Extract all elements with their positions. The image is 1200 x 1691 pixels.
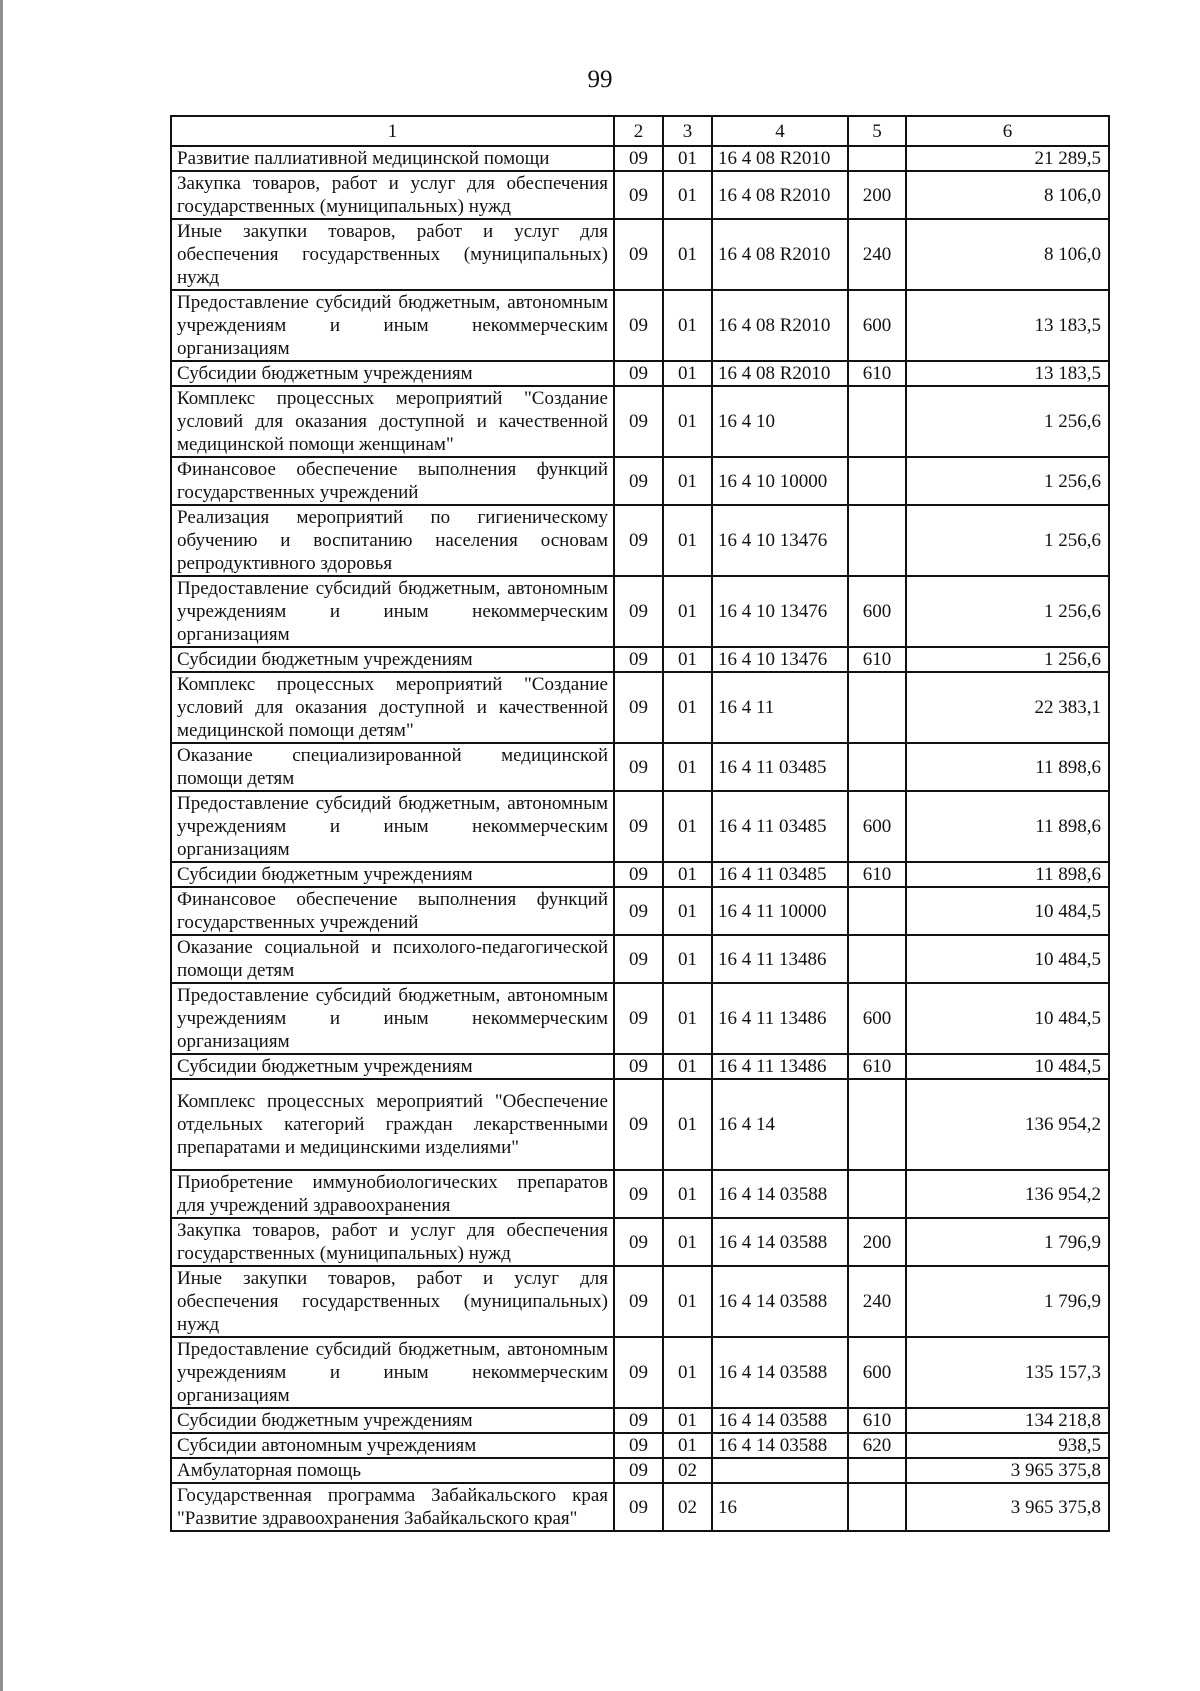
row-subsection-cell: 01 <box>663 983 712 1054</box>
row-section-cell: 09 <box>614 791 663 862</box>
row-subsection-cell: 01 <box>663 457 712 505</box>
row-subsection-cell: 01 <box>663 862 712 887</box>
row-name-cell: Оказание специализированной медицинской помощи детям <box>171 743 614 791</box>
row-section-cell: 09 <box>614 1483 663 1531</box>
row-subsection-cell: 01 <box>663 1408 712 1433</box>
row-target-code-cell: 16 4 08 R2010 <box>712 171 848 219</box>
row-section-cell: 09 <box>614 1218 663 1266</box>
table-row <box>171 647 1109 672</box>
row-expense-type-cell: 610 <box>848 647 906 672</box>
row-section-cell: 09 <box>614 505 663 576</box>
row-section-cell: 09 <box>614 290 663 361</box>
row-target-code-cell: 16 4 11 03485 <box>712 862 848 887</box>
row-amount-cell: 135 157,3 <box>906 1337 1109 1408</box>
row-expense-type-cell <box>848 743 906 791</box>
budget-table-container <box>170 115 1108 1532</box>
row-section-cell: 09 <box>614 386 663 457</box>
row-subsection-cell: 01 <box>663 505 712 576</box>
header-cell-2: 2 <box>614 116 663 146</box>
row-amount-cell: 1 256,6 <box>906 576 1109 647</box>
table-row <box>171 171 1109 219</box>
table-row <box>171 576 1109 647</box>
row-subsection-cell: 01 <box>663 1337 712 1408</box>
table-row <box>171 1266 1109 1337</box>
row-amount-cell: 8 106,0 <box>906 219 1109 290</box>
header-cell-5: 5 <box>848 116 906 146</box>
row-name-cell: Субсидии бюджетным учреждениям <box>171 647 614 672</box>
row-name-cell: Субсидии бюджетным учреждениям <box>171 1408 614 1433</box>
table-row <box>171 146 1109 171</box>
table-row <box>171 1054 1109 1079</box>
table-row <box>171 1170 1109 1218</box>
row-expense-type-cell <box>848 935 906 983</box>
row-expense-type-cell <box>848 457 906 505</box>
row-target-code-cell: 16 4 14 03588 <box>712 1433 848 1458</box>
row-target-code-cell: 16 4 08 R2010 <box>712 361 848 386</box>
row-target-code-cell: 16 4 11 <box>712 672 848 743</box>
table-row <box>171 386 1109 457</box>
table-row <box>171 743 1109 791</box>
table-row <box>171 1218 1109 1266</box>
row-expense-type-cell: 610 <box>848 1408 906 1433</box>
row-target-code-cell: 16 4 11 03485 <box>712 743 848 791</box>
row-name-cell: Амбулаторная помощь <box>171 1458 614 1483</box>
row-target-code-cell: 16 <box>712 1483 848 1531</box>
row-name-cell: Иные закупки товаров, работ и услуг для обеспечения государственных (муниципальных) нужд <box>171 219 614 290</box>
row-target-code-cell: 16 4 08 R2010 <box>712 219 848 290</box>
row-amount-cell: 11 898,6 <box>906 743 1109 791</box>
row-amount-cell: 1 256,6 <box>906 457 1109 505</box>
row-expense-type-cell <box>848 1458 906 1483</box>
row-expense-type-cell: 600 <box>848 791 906 862</box>
row-amount-cell: 11 898,6 <box>906 791 1109 862</box>
row-name-cell: Предоставление субсидий бюджетным, автономным учреждениям и иным некоммерческим организациям <box>171 576 614 647</box>
table-row <box>171 1458 1109 1483</box>
table-row <box>171 457 1109 505</box>
table-row <box>171 672 1109 743</box>
row-name-cell: Предоставление субсидий бюджетным, автономным учреждениям и иным некоммерческим организациям <box>171 290 614 361</box>
row-section-cell: 09 <box>614 1337 663 1408</box>
row-subsection-cell: 01 <box>663 1054 712 1079</box>
row-subsection-cell: 01 <box>663 146 712 171</box>
row-target-code-cell: 16 4 14 <box>712 1079 848 1170</box>
table-row <box>171 1483 1109 1531</box>
table-header-row <box>171 116 1109 146</box>
row-target-code-cell: 16 4 11 10000 <box>712 887 848 935</box>
header-cell-1: 1 <box>171 116 614 146</box>
row-target-code-cell: 16 4 10 13476 <box>712 647 848 672</box>
row-subsection-cell: 01 <box>663 791 712 862</box>
row-target-code-cell: 16 4 14 03588 <box>712 1218 848 1266</box>
row-amount-cell: 1 796,9 <box>906 1218 1109 1266</box>
row-name-cell: Оказание социальной и психолого-педагогической помощи детям <box>171 935 614 983</box>
table-row <box>171 1079 1109 1170</box>
row-name-cell: Закупка товаров, работ и услуг для обеспечения государственных (муниципальных) нужд <box>171 1218 614 1266</box>
row-expense-type-cell <box>848 146 906 171</box>
row-amount-cell: 21 289,5 <box>906 146 1109 171</box>
row-expense-type-cell <box>848 1170 906 1218</box>
row-expense-type-cell <box>848 672 906 743</box>
row-name-cell: Государственная программа Забайкальского края "Развитие здравоохранения Забайкальского края" <box>171 1483 614 1531</box>
row-name-cell: Финансовое обеспечение выполнения функций государственных учреждений <box>171 457 614 505</box>
table-row <box>171 505 1109 576</box>
row-section-cell: 09 <box>614 1458 663 1483</box>
row-target-code-cell: 16 4 11 03485 <box>712 791 848 862</box>
row-subsection-cell: 01 <box>663 576 712 647</box>
table-row <box>171 219 1109 290</box>
row-section-cell: 09 <box>614 1054 663 1079</box>
row-section-cell: 09 <box>614 672 663 743</box>
row-expense-type-cell: 600 <box>848 290 906 361</box>
row-amount-cell: 3 965 375,8 <box>906 1458 1109 1483</box>
row-amount-cell: 13 183,5 <box>906 361 1109 386</box>
row-section-cell: 09 <box>614 1433 663 1458</box>
row-name-cell: Закупка товаров, работ и услуг для обеспечения государственных (муниципальных) нужд <box>171 171 614 219</box>
row-target-code-cell: 16 4 14 03588 <box>712 1408 848 1433</box>
row-section-cell: 09 <box>614 862 663 887</box>
row-amount-cell: 938,5 <box>906 1433 1109 1458</box>
row-expense-type-cell <box>848 505 906 576</box>
table-row <box>171 1408 1109 1433</box>
row-section-cell: 09 <box>614 146 663 171</box>
row-section-cell: 09 <box>614 983 663 1054</box>
row-expense-type-cell <box>848 887 906 935</box>
row-subsection-cell: 01 <box>663 219 712 290</box>
row-section-cell: 09 <box>614 887 663 935</box>
table-row <box>171 290 1109 361</box>
row-section-cell: 09 <box>614 743 663 791</box>
row-expense-type-cell: 610 <box>848 1054 906 1079</box>
row-subsection-cell: 01 <box>663 1433 712 1458</box>
row-expense-type-cell <box>848 1483 906 1531</box>
row-target-code-cell: 16 4 14 03588 <box>712 1170 848 1218</box>
page-number: 99 <box>587 66 613 93</box>
row-expense-type-cell: 240 <box>848 1266 906 1337</box>
row-expense-type-cell <box>848 1079 906 1170</box>
row-subsection-cell: 01 <box>663 171 712 219</box>
row-subsection-cell: 01 <box>663 1079 712 1170</box>
row-name-cell: Предоставление субсидий бюджетным, автономным учреждениям и иным некоммерческим организациям <box>171 791 614 862</box>
scan-edge-line <box>0 0 3 1691</box>
row-name-cell: Развитие паллиативной медицинской помощи <box>171 146 614 171</box>
row-target-code-cell: 16 4 10 13476 <box>712 576 848 647</box>
row-expense-type-cell: 240 <box>848 219 906 290</box>
row-target-code-cell: 16 4 10 <box>712 386 848 457</box>
row-name-cell: Иные закупки товаров, работ и услуг для обеспечения государственных (муниципальных) нужд <box>171 1266 614 1337</box>
row-section-cell: 09 <box>614 457 663 505</box>
table-row <box>171 1433 1109 1458</box>
row-amount-cell: 1 796,9 <box>906 1266 1109 1337</box>
row-subsection-cell: 02 <box>663 1483 712 1531</box>
row-target-code-cell: 16 4 14 03588 <box>712 1266 848 1337</box>
row-subsection-cell: 01 <box>663 290 712 361</box>
row-name-cell: Субсидии бюджетным учреждениям <box>171 862 614 887</box>
header-cell-3: 3 <box>663 116 712 146</box>
row-target-code-cell: 16 4 10 10000 <box>712 457 848 505</box>
table-row <box>171 1337 1109 1408</box>
row-section-cell: 09 <box>614 1266 663 1337</box>
row-target-code-cell: 16 4 14 03588 <box>712 1337 848 1408</box>
row-subsection-cell: 01 <box>663 743 712 791</box>
table-row <box>171 935 1109 983</box>
row-target-code-cell: 16 4 11 13486 <box>712 983 848 1054</box>
row-section-cell: 09 <box>614 1170 663 1218</box>
row-amount-cell: 10 484,5 <box>906 887 1109 935</box>
row-section-cell: 09 <box>614 1079 663 1170</box>
table-body <box>171 146 1109 1531</box>
row-subsection-cell: 01 <box>663 1266 712 1337</box>
row-subsection-cell: 01 <box>663 386 712 457</box>
row-target-code-cell: 16 4 11 13486 <box>712 1054 848 1079</box>
table-row <box>171 361 1109 386</box>
header-cell-6: 6 <box>906 116 1109 146</box>
row-subsection-cell: 01 <box>663 935 712 983</box>
row-name-cell: Субсидии бюджетным учреждениям <box>171 1054 614 1079</box>
row-amount-cell: 3 965 375,8 <box>906 1483 1109 1531</box>
table-row <box>171 862 1109 887</box>
row-amount-cell: 136 954,2 <box>906 1079 1109 1170</box>
row-expense-type-cell: 600 <box>848 1337 906 1408</box>
row-expense-type-cell: 620 <box>848 1433 906 1458</box>
row-subsection-cell: 01 <box>663 1218 712 1266</box>
header-cell-4: 4 <box>712 116 848 146</box>
row-amount-cell: 1 256,6 <box>906 386 1109 457</box>
table-row <box>171 983 1109 1054</box>
row-section-cell: 09 <box>614 1408 663 1433</box>
row-target-code-cell <box>712 1458 848 1483</box>
row-name-cell: Предоставление субсидий бюджетным, автономным учреждениям и иным некоммерческим организациям <box>171 983 614 1054</box>
row-amount-cell: 22 383,1 <box>906 672 1109 743</box>
row-expense-type-cell: 600 <box>848 983 906 1054</box>
row-expense-type-cell: 610 <box>848 361 906 386</box>
row-section-cell: 09 <box>614 647 663 672</box>
row-amount-cell: 1 256,6 <box>906 505 1109 576</box>
row-section-cell: 09 <box>614 576 663 647</box>
row-section-cell: 09 <box>614 935 663 983</box>
row-target-code-cell: 16 4 08 R2010 <box>712 290 848 361</box>
row-target-code-cell: 16 4 08 R2010 <box>712 146 848 171</box>
row-subsection-cell: 01 <box>663 887 712 935</box>
row-expense-type-cell: 600 <box>848 576 906 647</box>
row-section-cell: 09 <box>614 219 663 290</box>
row-name-cell: Предоставление субсидий бюджетным, автономным учреждениям и иным некоммерческим организациям <box>171 1337 614 1408</box>
row-subsection-cell: 01 <box>663 647 712 672</box>
row-name-cell: Комплекс процессных мероприятий "Обеспечение отдельных категорий граждан лекарственными препаратами и медицинскими изделиями" <box>171 1079 614 1170</box>
row-section-cell: 09 <box>614 171 663 219</box>
row-amount-cell: 11 898,6 <box>906 862 1109 887</box>
row-name-cell: Приобретение иммунобиологических препаратов для учреждений здравоохранения <box>171 1170 614 1218</box>
row-name-cell: Реализация мероприятий по гигиеническому обучению и воспитанию населения основам репродуктивного здоровья <box>171 505 614 576</box>
row-amount-cell: 10 484,5 <box>906 1054 1109 1079</box>
row-expense-type-cell <box>848 386 906 457</box>
row-amount-cell: 8 106,0 <box>906 171 1109 219</box>
row-subsection-cell: 01 <box>663 1170 712 1218</box>
row-name-cell: Субсидии автономным учреждениям <box>171 1433 614 1458</box>
budget-table <box>170 115 1110 1532</box>
row-expense-type-cell: 200 <box>848 1218 906 1266</box>
row-amount-cell: 13 183,5 <box>906 290 1109 361</box>
row-subsection-cell: 01 <box>663 672 712 743</box>
row-target-code-cell: 16 4 11 13486 <box>712 935 848 983</box>
row-amount-cell: 10 484,5 <box>906 935 1109 983</box>
row-amount-cell: 10 484,5 <box>906 983 1109 1054</box>
row-amount-cell: 134 218,8 <box>906 1408 1109 1433</box>
row-target-code-cell: 16 4 10 13476 <box>712 505 848 576</box>
row-subsection-cell: 01 <box>663 361 712 386</box>
row-name-cell: Субсидии бюджетным учреждениям <box>171 361 614 386</box>
row-section-cell: 09 <box>614 361 663 386</box>
row-name-cell: Финансовое обеспечение выполнения функций государственных учреждений <box>171 887 614 935</box>
table-row <box>171 887 1109 935</box>
row-expense-type-cell: 610 <box>848 862 906 887</box>
row-subsection-cell: 02 <box>663 1458 712 1483</box>
row-expense-type-cell: 200 <box>848 171 906 219</box>
row-name-cell: Комплекс процессных мероприятий "Создание условий для оказания доступной и качественной медицинской помощи детям" <box>171 672 614 743</box>
row-name-cell: Комплекс процессных мероприятий "Создание условий для оказания доступной и качественной медицинской помощи женщинам" <box>171 386 614 457</box>
row-amount-cell: 1 256,6 <box>906 647 1109 672</box>
row-amount-cell: 136 954,2 <box>906 1170 1109 1218</box>
table-row <box>171 791 1109 862</box>
